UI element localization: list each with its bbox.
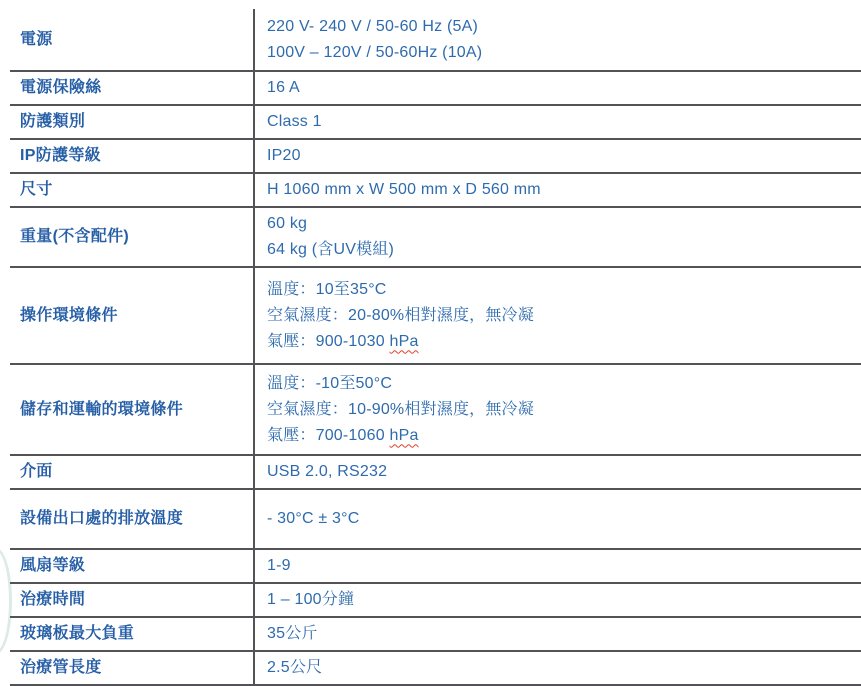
spec-value-line: 1 – 100分鐘 <box>267 591 355 608</box>
spec-label: 操作環境條件 <box>20 306 118 324</box>
spec-label: 治療時間 <box>20 591 86 608</box>
spec-value-line: - 30°C ± 3°C <box>267 510 360 527</box>
table-row <box>10 550 861 584</box>
spec-table <box>10 9 861 686</box>
table-row <box>10 490 861 550</box>
spec-value <box>253 106 861 138</box>
spec-value-line: 100V – 120V / 50-60Hz (10A) <box>267 43 483 61</box>
table-row <box>10 174 861 208</box>
spec-value <box>253 618 861 650</box>
spec-value <box>253 268 861 363</box>
table-row <box>10 618 861 652</box>
table-row <box>10 456 861 490</box>
spec-value <box>253 140 861 172</box>
spec-value <box>253 584 861 616</box>
spec-value-line: 16 A <box>267 79 300 96</box>
table-row <box>10 72 861 106</box>
spec-label: IP防護等級 <box>20 147 101 164</box>
spec-value <box>253 550 861 582</box>
spec-value <box>253 72 861 104</box>
spec-label: 治療管長度 <box>20 659 102 676</box>
table-row <box>10 9 861 72</box>
spec-value-line: 氣壓：900-1030 hPa <box>267 332 419 350</box>
spec-value-line: 1-9 <box>267 557 291 574</box>
spec-value-line: 35公斤 <box>267 625 318 642</box>
spec-label: 電源 <box>20 30 53 48</box>
spec-label: 設備出口處的排放溫度 <box>20 510 184 527</box>
spec-value-line: 64 kg (含UV模組) <box>267 241 395 258</box>
spec-value <box>253 490 861 548</box>
spec-value-line: 2.5公尺 <box>267 659 323 676</box>
spec-value-line: 氣壓：700-1060 hPa <box>267 426 419 444</box>
spec-value-line: 溫度：10至35°C <box>267 280 387 298</box>
spec-value <box>253 365 861 454</box>
spec-label: 風扇等級 <box>20 557 86 574</box>
spec-value-line: 空氣濕度：10-90%相對濕度，無冷凝 <box>267 400 534 418</box>
spellcheck-underline: hPa <box>389 332 419 350</box>
spec-value <box>253 174 861 206</box>
spec-value-line: 空氣濕度：20-80%相對濕度，無冷凝 <box>267 306 534 324</box>
spec-value-line: 220 V- 240 V / 50-60 Hz (5A) <box>267 17 479 35</box>
table-row <box>10 208 861 268</box>
spec-value <box>253 9 861 70</box>
table-row <box>10 365 861 456</box>
spec-value <box>253 652 861 684</box>
spec-value-line: USB 2.0, RS232 <box>267 463 388 480</box>
spec-label: 電源保險絲 <box>20 79 102 96</box>
spec-value <box>253 208 861 266</box>
spec-label: 玻璃板最大負重 <box>20 625 135 642</box>
spec-label: 介面 <box>20 463 53 480</box>
spec-label: 儲存和運輸的環境條件 <box>20 400 184 418</box>
spellcheck-underline: hPa <box>389 426 419 444</box>
spec-value-line: 溫度：-10至50°C <box>267 374 393 392</box>
table-row <box>10 106 861 140</box>
spec-label: 重量(不含配件) <box>20 228 130 245</box>
spec-value-line: IP20 <box>267 147 301 164</box>
table-row <box>10 584 861 618</box>
spec-label: 尺寸 <box>20 181 53 198</box>
table-row <box>10 268 861 365</box>
spec-label: 防護類別 <box>20 113 86 130</box>
spec-value-line: H 1060 mm x W 500 mm x D 560 mm <box>267 181 541 198</box>
spec-value-line: 60 kg <box>267 215 308 232</box>
table-row <box>10 140 861 174</box>
table-row <box>10 652 861 686</box>
spec-value-line: Class 1 <box>267 113 322 130</box>
spec-value <box>253 456 861 488</box>
